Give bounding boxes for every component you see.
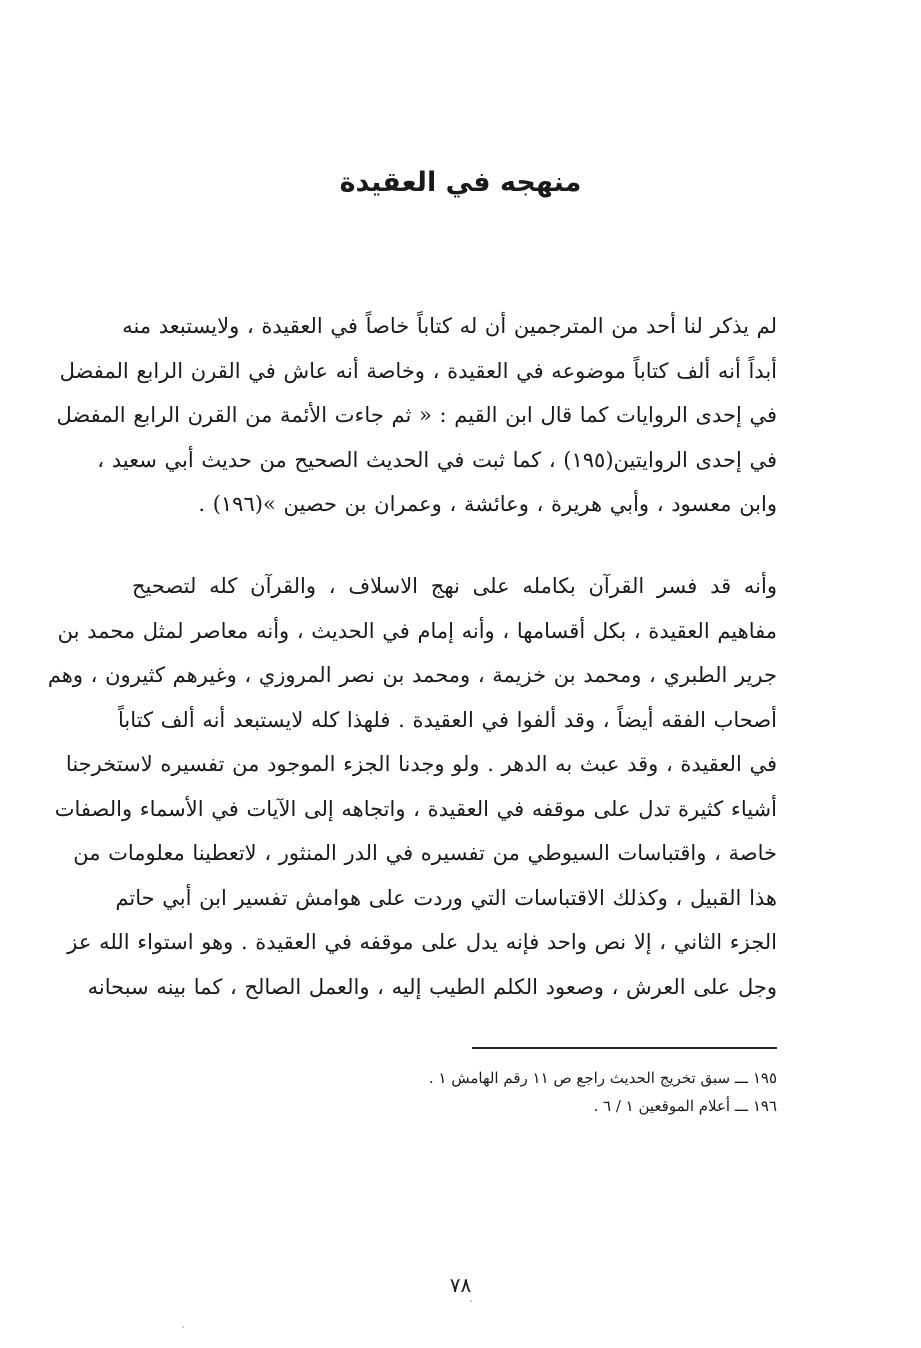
footnote-separator [472,1047,777,1049]
paragraph-2 [47,564,777,1009]
page-number: ٧٨ [449,1273,472,1297]
paragraph-line: الجزء الثاني ، إلا نص واحد فإنه يدل على موقفه في العقيدة . وهو استواء الله عز [67,930,777,954]
footnote-196: ١٩٦ ـــ أعلام الموقعين ١ / ٦ . [593,1097,777,1115]
paragraph-line: وجل على العرش ، وصعود الكلم الطيب إليه ، والعمل الصالح ، كما بينه سبحانه [87,974,777,999]
paragraph-1 [56,304,777,527]
footnotes [400,1064,777,1120]
paragraph-line: في العقيدة ، وقد عبث به الدهر . ولو وجدنا الجزء الموجود من تفسيره لاستخرجنا [65,752,777,776]
paragraph-line: في إحدى الروايات كما قال ابن القيم : « ثم جاءت الأئمة من القرن الرابع المفضل [56,403,777,427]
paragraph-line: أشياء كثيرة تدل على موقفه في العقيدة ، واتجاهه إلى الآيات في الأسماء والصفات [54,796,777,821]
paragraph-line: في إحدى الروايتين(١٩٥) ، كما ثبت في الحديث الصحيح من حديث أبي سعيد ، [97,447,777,472]
paragraph-line: أصحاب الفقه أيضاً ، وقد ألفوا في العقيدة . فلهذا كله لايستبعد أنه ألف كتاباً [118,707,777,732]
paragraph-line: خاصة ، واقتباسات السيوطي من تفسيره في الدر المنثور ، لاتعطينا معلومات من [73,841,777,865]
page-title: منهجه في العقيدة [339,167,582,198]
scan-speck [182,1326,184,1328]
paragraph-line: مفاهيم العقيدة ، بكل أقسامها ، وأنه إمام في الحديث ، وأنه معاصر لمثل محمد بن [57,618,777,643]
paragraph-line: وابن معسود ، وأبي هريرة ، وعائشة ، وعمران بن حصين »(١٩٦) . [198,492,777,516]
paragraph-line: هذا القبيل ، وكذلك الاقتباسات التي وردت على هوامش تفسير ابن أبي حاتم [115,885,777,910]
paragraph-line: جرير الطبري ، ومحمد بن خزيمة ، ومحمد بن نصر المروزي ، وغيرهم كثيرون ، وهم [47,663,777,687]
footnote-195: ١٩٥ ـــ سبق تخريج الحديث راجع ص ١١ رقم الهامش ١ . [428,1069,777,1087]
scan-speck [470,1300,472,1302]
paragraph-line: لم يذكر لنا أحد من المترجمين أن له كتاباً خاصاً في العقيدة ، ولايستبعد منه [122,314,777,338]
paragraph-line: أبداً أنه ألف كتاباً موضوعه في العقيدة ، وخاصة أنه عاش في القرن الرابع المفضل [59,358,777,383]
paragraph-line: وأنه قد فسر القرآن بكامله على نهج الاسلاف ، والقرآن كله لتصحيح [132,574,777,598]
